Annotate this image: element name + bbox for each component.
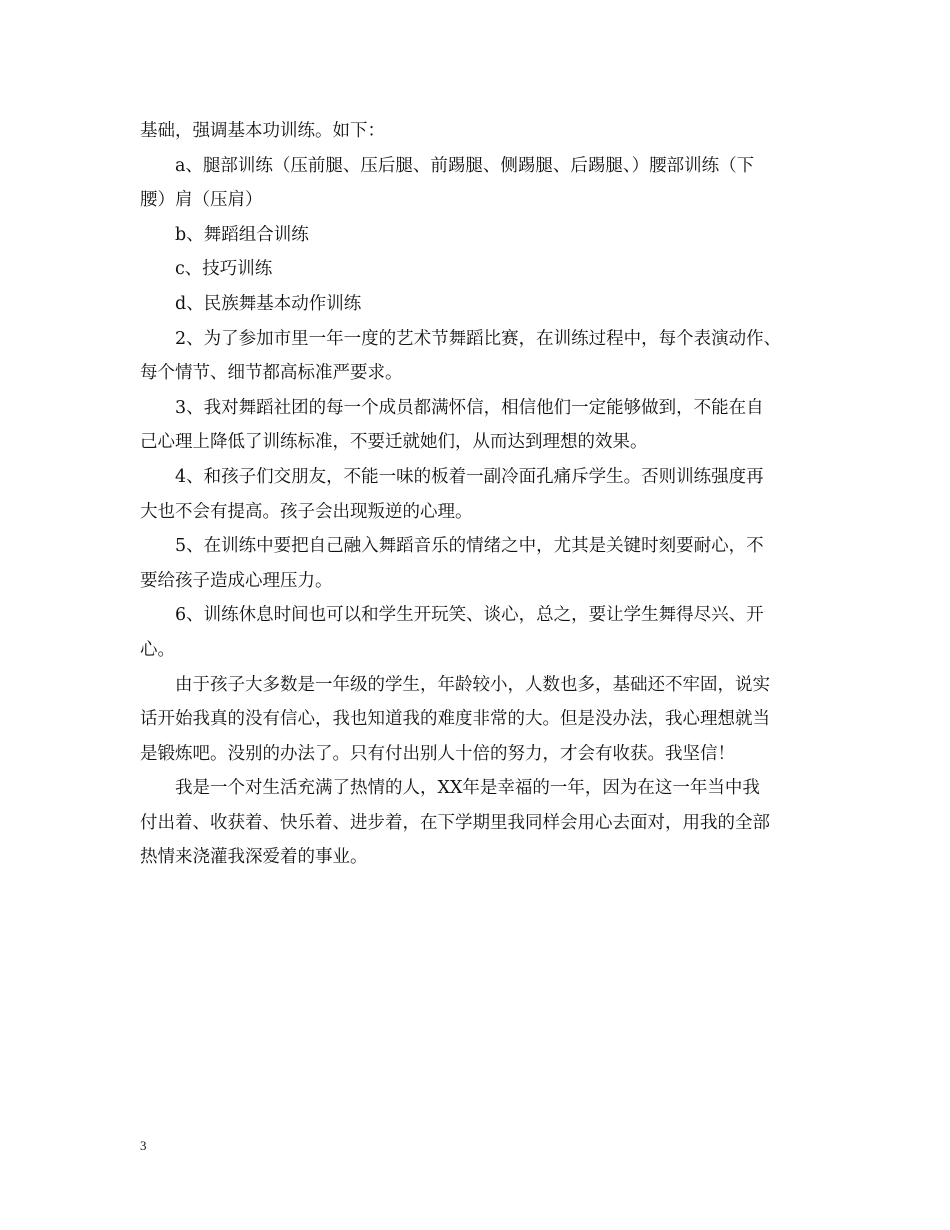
text-line-8: 每个情节、细节都高标准严要求。 <box>140 363 403 384</box>
text-line-16: 心。 <box>140 639 175 660</box>
text-line-15: 6、训练休息时间也可以和学生开玩笑、谈心，总之，要让学生舞得尽兴、开 <box>175 605 764 626</box>
text-line-21: 付出着、收获着、快乐着、进步着，在下学期里我同样会用心去面对，用我的全部 <box>140 812 770 833</box>
text-line-20: 我是一个对生活充满了热情的人，XX年是幸福的一年，因为在这一年当中我 <box>175 778 760 799</box>
text-line-5: c、技巧训练 <box>175 259 273 280</box>
text-line-18: 话开始我真的没有信心，我也知道我的难度非常的大。但是没办法，我心理想就当 <box>140 709 770 730</box>
text-line-14: 要给孩子造成心理压力。 <box>140 570 333 591</box>
text-line-22: 热情来浇灌我深爱着的事业。 <box>140 847 368 868</box>
text-line-4: b、舞蹈组合训练 <box>175 224 309 245</box>
text-line-2: a、腿部训练（压前腿、压后腿、前踢腿、侧踢腿、后踢腿、）腰部训练（下 <box>175 155 755 176</box>
text-line-17: 由于孩子大多数是一年级的学生，年龄较小，人数也多，基础还不牢固，说实 <box>175 674 770 695</box>
text-line-1: 基础，强调基本功训练。如下： <box>140 121 385 141</box>
text-line-3: 腰）肩（压肩） <box>140 190 263 211</box>
text-line-19: 是锻炼吧。没别的办法了。只有付出别人十倍的努力，才会有收获。我坚信！ <box>140 743 735 764</box>
text-line-9: 3、我对舞蹈社团的每一个成员都满怀信，相信他们一定能够做到，不能在自 <box>175 397 764 418</box>
document-body <box>140 114 816 875</box>
text-line-6: d、民族舞基本动作训练 <box>175 293 362 314</box>
text-line-12: 大也不会有提高。孩子会出现叛逆的心理。 <box>140 501 473 522</box>
text-line-13: 5、在训练中要把自己融入舞蹈音乐的情绪之中，尤其是关键时刻要耐心，不 <box>175 536 764 557</box>
text-line-11: 4、和孩子们交朋友，不能一味的板着一副冷面孔痛斥学生。否则训练强度再 <box>175 466 764 487</box>
text-line-7: 2、为了参加市里一年一度的艺术节舞蹈比赛，在训练过程中，每个表演动作、 <box>175 328 782 349</box>
text-line-10: 己心理上降低了训练标准，不要迁就她们，从而达到理想的效果。 <box>140 432 648 453</box>
page-number: 3 <box>140 1138 147 1153</box>
